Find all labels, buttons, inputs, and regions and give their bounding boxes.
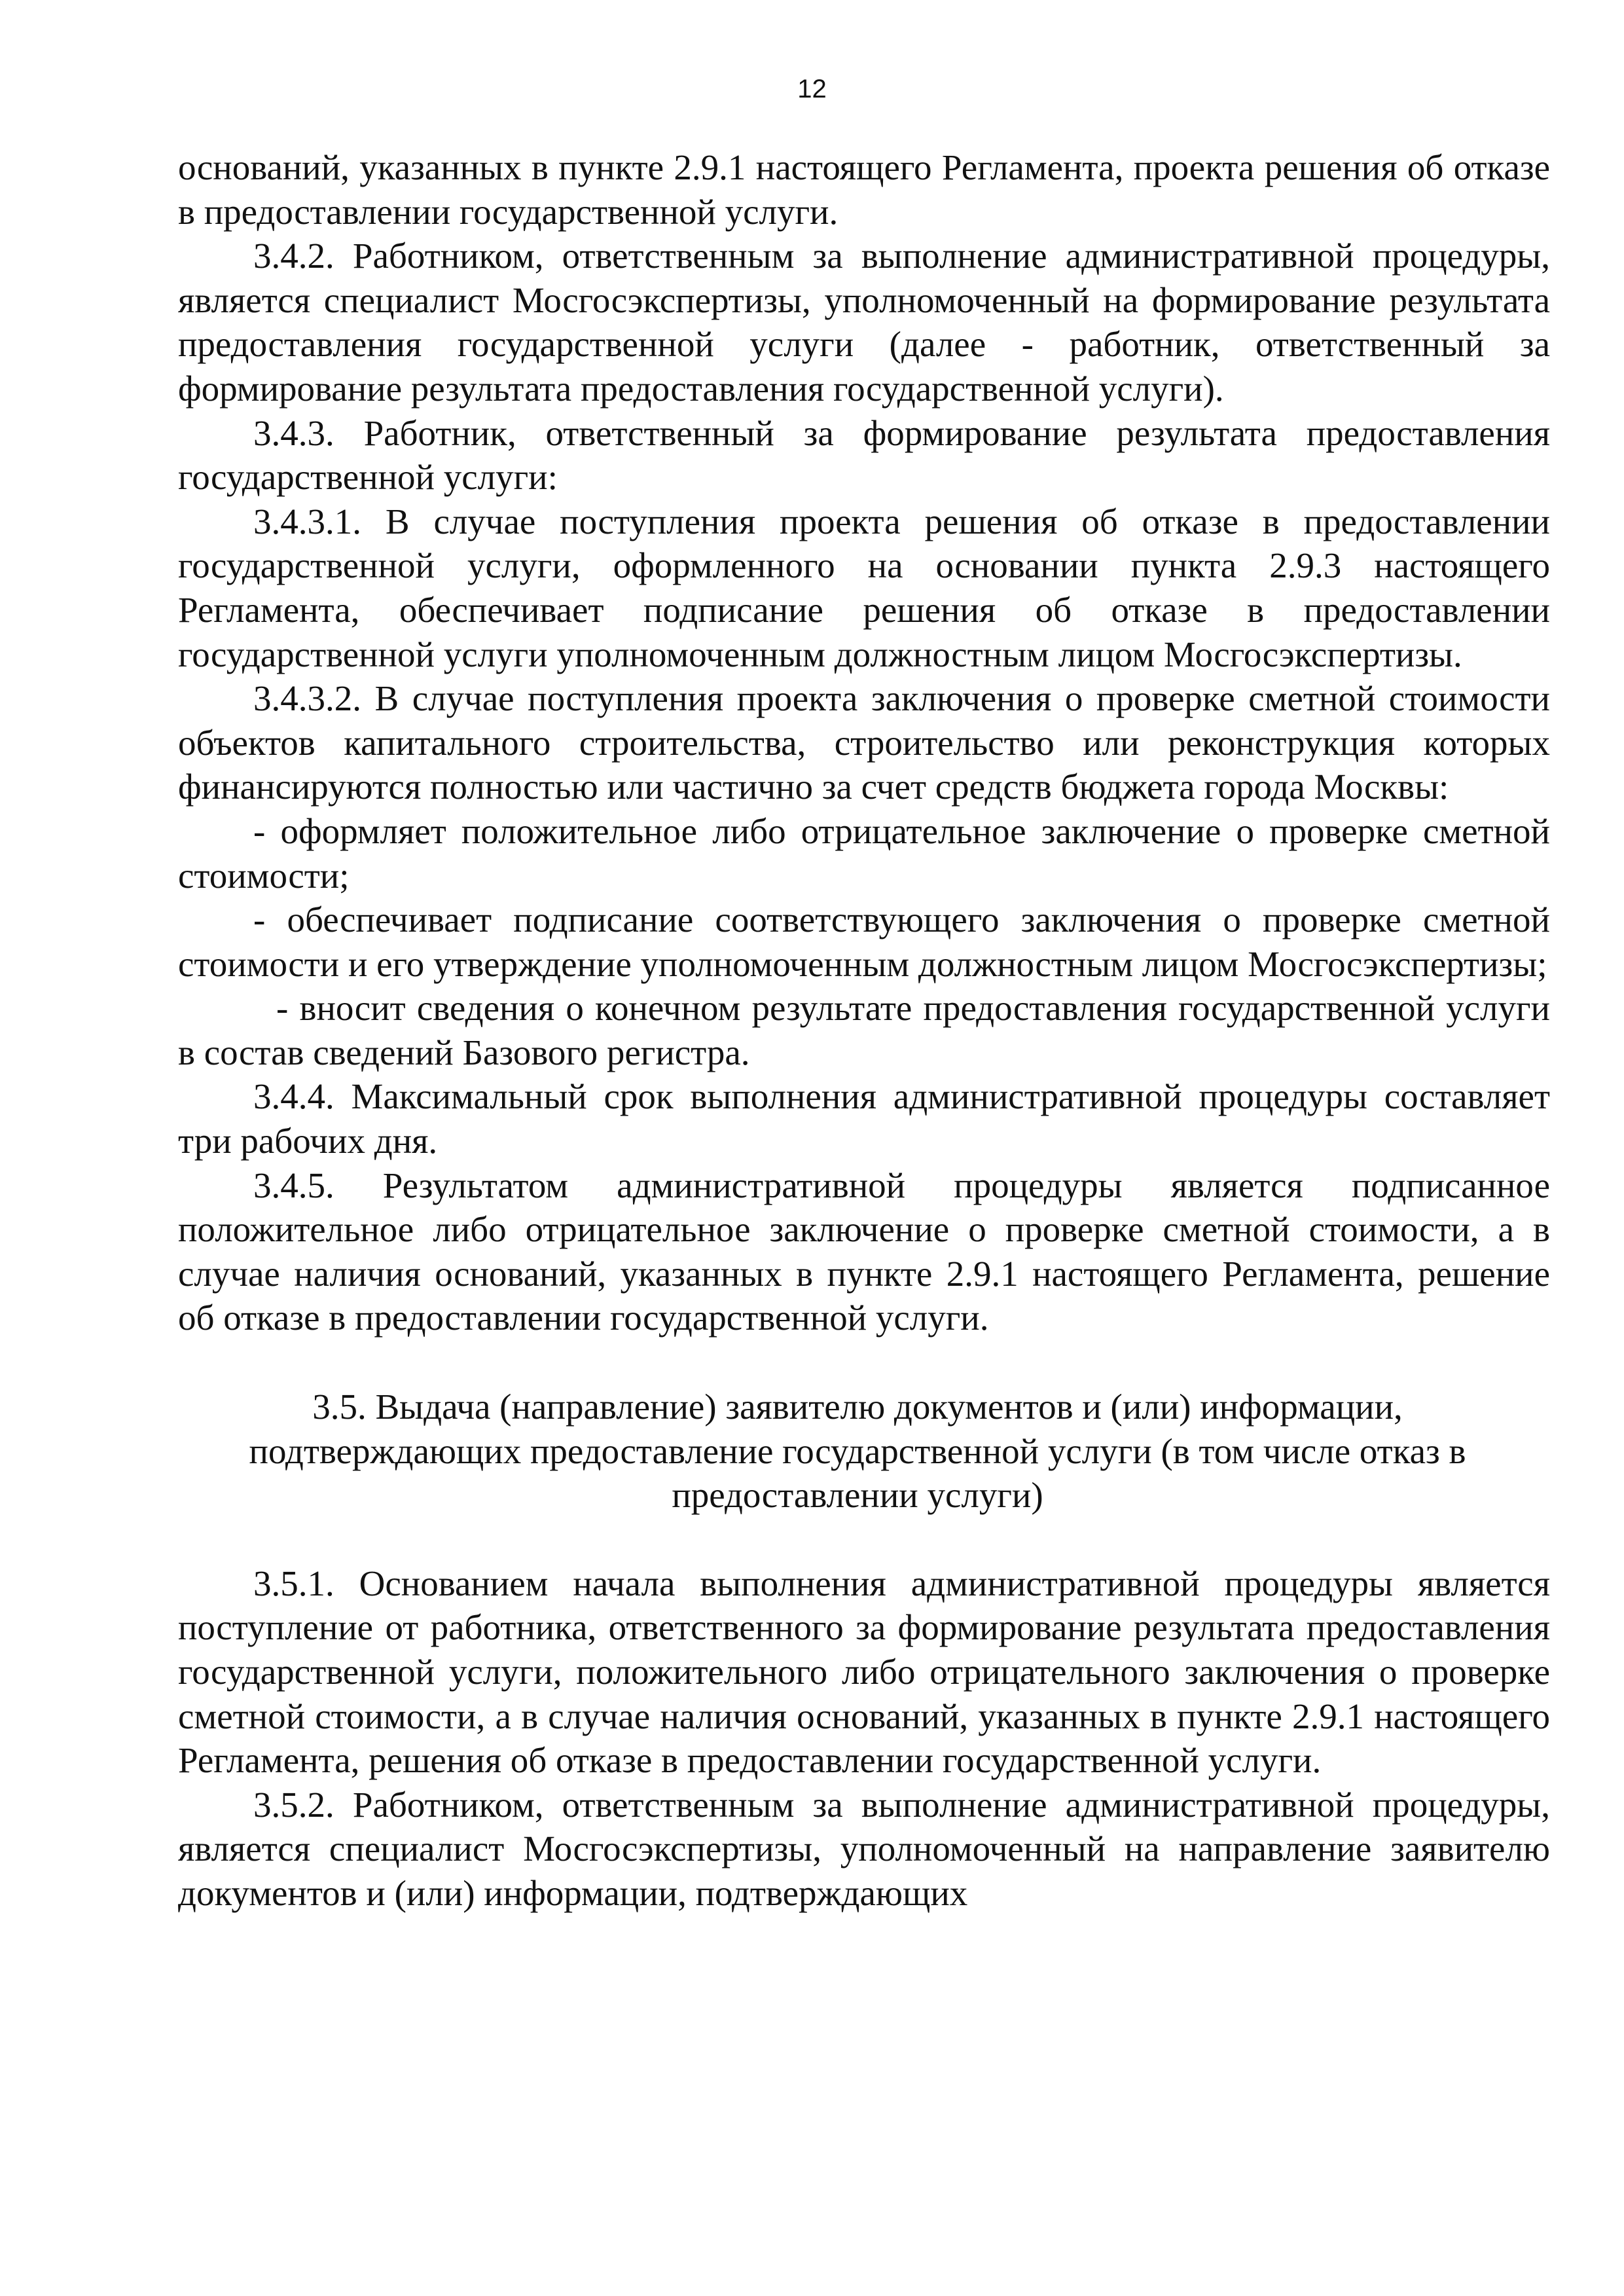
paragraph-3-5-2: 3.5.2. Работником, ответственным за выполнение административной процедуры, является специалист Мосгосэкспертизы, уполномоченный на направление заявителю документов и (или) информации, подтверждающих — [178, 1784, 1550, 1913]
list-item-enters-information: - вносит сведения о конечном результате предоставления государственной услуги в состав сведений Базового регистра. — [178, 988, 1550, 1072]
paragraph-3-4-2: 3.4.2. Работником, ответственным за выполнение административной процедуры, является специалист Мосгосэкспертизы, уполномоченный на формирование результата предоставления государственной услуги (далее - работник, ответственный за формирование результата предоставления государственной услуги). — [178, 236, 1550, 409]
paragraph-3-4-5: 3.4.5. Результатом административной процедуры является подписанное положительное либо отрицательное заключение о проверке сметной стоимости, а в случае наличия оснований, указанных в пункте 2.9.1 настоящего Регламента, решение об отказе в предоставлении государственной услуги. — [178, 1165, 1550, 1338]
list-item-formulates-conclusion: - оформляет положительное либо отрицательное заключение о проверке сметной стоимости; — [178, 811, 1550, 896]
section-heading-3-5: 3.5. Выдача (направление) заявителю документов и (или) информации, подтверждающих предоставление государственной услуги (в том числе отказ в предоставлении услуги) — [249, 1387, 1466, 1516]
paragraph-3-4-3: 3.4.3. Работник, ответственный за формирование результата предоставления государственной услуги: — [178, 412, 1550, 498]
paragraph-3-4-4: 3.4.4. Максимальный срок выполнения административной процедуры составляет три рабочих дня. — [178, 1076, 1550, 1161]
paragraph-3-5-1: 3.5.1. Основанием начала выполнения административной процедуры является поступление от работника, ответственного за формирование результата предоставления государственной услуги, положительного либо отрицательного заключения о проверке сметной стоимости, а в случае наличия оснований, указанных в пункте 2.9.1 настоящего Регламента, решения об отказе в предоставлении государственной услуги. — [178, 1563, 1550, 1781]
document-body — [178, 145, 1550, 1916]
paragraph-continuation: оснований, указанных в пункте 2.9.1 настоящего Регламента, проекта решения об отказе в предоставлении государственной услуги. — [178, 147, 1550, 232]
page-number: 12 — [797, 75, 827, 103]
paragraph-3-4-3-2: 3.4.3.2. В случае поступления проекта заключения о проверке сметной стоимости объектов капитального строительства, строительство или реконструкция которых финансируются полностью или частично за счет средств бюджета города Москвы: — [178, 678, 1550, 807]
paragraph-3-4-3-1: 3.4.3.1. В случае поступления проекта решения об отказе в предоставлении государственной услуги, оформленного на основании пункта 2.9.3 настоящего Регламента, обеспечивает подписание решения об отказе в предоставлении государственной услуги уполномоченным должностным лицом Мосгосэкспертизы. — [178, 501, 1550, 674]
list-item-ensures-signing: - обеспечивает подписание соответствующего заключения о проверке сметной стоимости и его утверждение уполномоченным должностным лицом Мосгосэкспертизы; — [178, 900, 1550, 984]
